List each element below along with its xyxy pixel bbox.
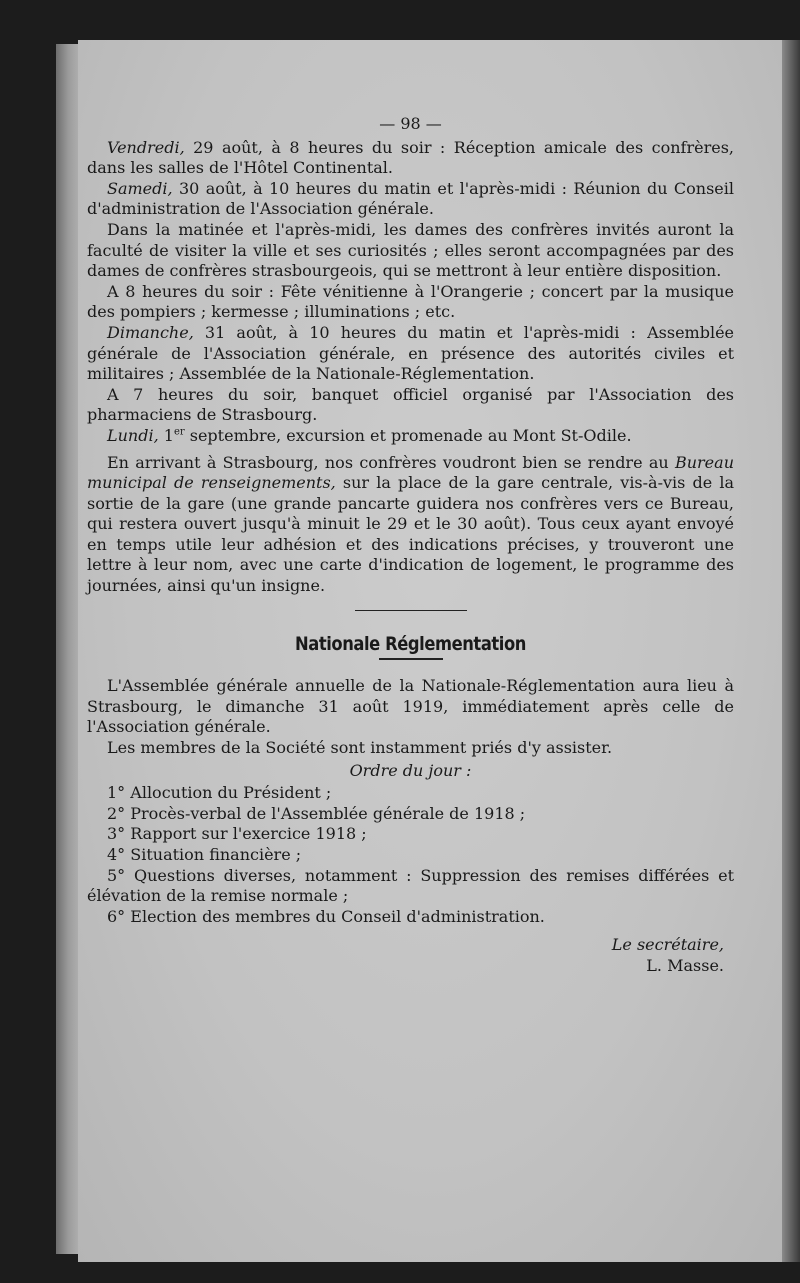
agenda-item: 6° Election des membres du Conseil d'administration. — [107, 906, 545, 926]
program-saturday — [87, 179, 734, 220]
day-label: Samedi, — [107, 178, 173, 198]
document-page — [78, 40, 784, 1262]
program-saturday-ladies: Dans la matinée et l'après-midi, les dames des confrères invités auront la faculté de visiter la ville et ses curiosités ; elles seront accompagnées par des dames de confrères strasbourgeois, qui se mettront à leur entière disposition. — [87, 219, 734, 281]
title-underline — [379, 658, 443, 660]
signature-block — [87, 935, 734, 976]
program-monday — [87, 426, 734, 447]
program-sunday — [87, 323, 734, 385]
agenda-list — [87, 783, 734, 927]
agenda-title: Ordre du jour : — [349, 760, 472, 780]
signature-role: Le secrétaire, — [611, 935, 724, 955]
program-friday — [87, 138, 734, 179]
page-content — [87, 114, 734, 977]
page-right-edge — [782, 40, 800, 1262]
section-members: Les membres de la Société sont instamment priés d'y assister. — [107, 738, 613, 758]
date-number: 1 — [158, 425, 174, 445]
arrival-text-a: En arrivant à Strasbourg, nos confrères voudront bien se rendre au — [107, 452, 675, 472]
day-label: Lundi, — [107, 425, 159, 445]
agenda-item: 2° Procès-verbal de l'Assemblée générale de 1918 ; — [107, 803, 526, 823]
ordinal-suffix: er — [173, 426, 185, 438]
section-title: Nationale Réglementation — [295, 632, 526, 655]
program-text: 30 août, à 10 heures du matin et l'après-midi : Réunion du Conseil d'administration de l'Association générale. — [87, 178, 734, 219]
program-sunday-evening: A 7 heures du soir, banquet officiel organisé par l'Association des pharmaciens de Strasbourg. — [87, 384, 734, 425]
agenda-item: 4° Situation financière ; — [107, 845, 302, 864]
agenda-item: 3° Rapport sur l'exercice 1918 ; — [107, 824, 367, 844]
arrival-text-b: sur la place de la gare centrale, vis-à-vis de la sortie de la gare (une grande pancarte guidera nos confrères vers ce Bureau, qui restera ouvert jusqu'à minuit le 29 et le 30 août). Tous ceux ayant envoyé en temps utile leur adhésion et des indications précises, y trouveront une lettre à leur nom, avec une carte d'indication de logement, le programme des journées, ainsi qu'un insigne. — [87, 473, 734, 596]
agenda-item: 1° Allocution du Président ; — [107, 783, 332, 803]
signature-name: L. Masse. — [646, 955, 724, 975]
day-label: Dimanche, — [107, 322, 194, 342]
day-label: Vendredi, — [107, 137, 185, 157]
program-saturday-evening: A 8 heures du soir : Fête vénitienne à l'Orangerie ; concert par la musique des pompiers ; kermesse ; illuminations ; etc. — [87, 281, 734, 322]
program-text: 29 août, à 8 heures du soir : Réception amicale des confrères, dans les salles de l'Hôtel Continental. — [87, 137, 734, 178]
page-number: — 98 — — [379, 114, 442, 133]
section-intro: L'Assemblée générale annuelle de la Nationale-Réglementation aura lieu à Strasbourg, le dimanche 31 août 1919, immédiatement après celle de l'Association générale. — [87, 676, 734, 737]
arrival-paragraph — [87, 453, 734, 597]
arrival-bureau: Bureau municipal de renseignements, — [87, 452, 734, 493]
section-separator — [355, 610, 467, 611]
agenda-item: 5° Questions diverses, notamment : Suppression des remises différées et élévation de la remise normale ; — [87, 865, 734, 906]
program-text: septembre, excursion et promenade au Mont St-Odile. — [184, 425, 632, 445]
program-text: 31 août, à 10 heures du matin et l'après-midi : Assemblée générale de l'Association générale, en présence des autorités civiles et militaires ; Assemblée de la Nationale-Réglementation. — [87, 322, 734, 384]
